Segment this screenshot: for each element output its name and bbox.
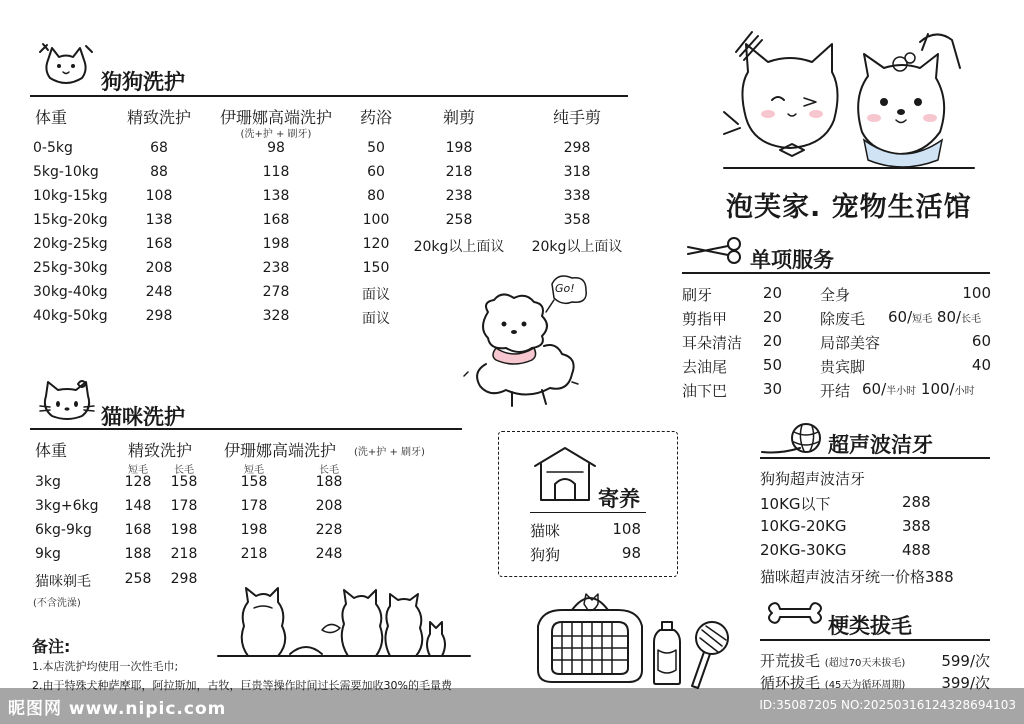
cat-sub-long: 长毛 bbox=[319, 465, 339, 476]
dog-header-basic: 精致洗护 bbox=[126, 108, 192, 127]
dog-price: 80 bbox=[367, 188, 385, 204]
cat-header-weight: 体重 bbox=[35, 441, 68, 460]
cat-weight: 3kg+6kg bbox=[35, 498, 99, 514]
ultrasonic-subtitle: 狗狗超声波洁牙 bbox=[760, 470, 866, 488]
cat-price: 258 bbox=[124, 571, 152, 587]
boarding-dog: 狗狗 bbox=[530, 546, 561, 564]
dog-header-weight: 体重 bbox=[35, 108, 68, 127]
dog-weight: 30kg-40kg bbox=[33, 284, 108, 300]
cat-sub-short: 短毛 bbox=[128, 465, 148, 476]
dog-price: 138 bbox=[145, 212, 173, 228]
service-name: 除废毛 bbox=[820, 310, 866, 328]
dog-price: 218 bbox=[445, 164, 473, 180]
ultrasonic-weight: 10KG-20KG bbox=[760, 517, 847, 535]
dog-price: 298 bbox=[563, 140, 591, 156]
cat-price: 178 bbox=[240, 498, 268, 514]
dog-header-medicated: 药浴 bbox=[359, 108, 393, 127]
ultrasonic-price: 488 bbox=[902, 541, 931, 559]
yarn-ball-icon bbox=[760, 420, 824, 456]
table-row bbox=[0, 498, 470, 522]
service-price: 20 bbox=[762, 332, 782, 350]
cat-weight: 3kg bbox=[35, 474, 61, 490]
dog-price: 328 bbox=[262, 308, 290, 324]
bone-icon bbox=[768, 600, 822, 626]
boarding-rule bbox=[530, 512, 646, 513]
single-service-title: 单项服务 bbox=[750, 248, 834, 272]
note-item: 1.本店洗护均使用一次性毛巾; bbox=[32, 660, 179, 673]
dog-price: 138 bbox=[262, 188, 290, 204]
plucking-row: 循环拔毛 (45天为循环周期) bbox=[760, 674, 906, 692]
cat-sub-long: 长毛 bbox=[174, 465, 194, 476]
ultrasonic-weight: 20KG-30KG bbox=[760, 541, 847, 559]
dog-header-handcut: 纯手剪 bbox=[552, 108, 602, 127]
plucking-row: 开荒拔毛 (超过70天未拔毛) bbox=[760, 652, 906, 670]
service-price-tiers: 60/短毛 80/长毛 bbox=[888, 308, 982, 326]
cat-price: 228 bbox=[315, 522, 343, 538]
dog-weight: 25kg-30kg bbox=[33, 260, 108, 276]
service-name: 去油尾 bbox=[682, 358, 728, 376]
dog-price: 238 bbox=[262, 260, 290, 276]
cat-weight: 6kg-9kg bbox=[35, 522, 92, 538]
dog-price: 面议 bbox=[362, 311, 390, 327]
ultrasonic-price: 288 bbox=[902, 493, 931, 511]
cat-price: 128 bbox=[124, 474, 152, 490]
cat-weight: 猫咪剃毛 bbox=[35, 574, 91, 590]
service-name: 局部美容 bbox=[820, 334, 881, 352]
cat-price: 218 bbox=[170, 546, 198, 562]
watermark-site: 昵图网 www.nipic.com bbox=[8, 699, 227, 719]
boarding-price: 108 bbox=[612, 520, 641, 538]
table-row bbox=[0, 522, 470, 546]
dog-price: 168 bbox=[145, 236, 173, 252]
dog-weight: 40kg-50kg bbox=[33, 308, 108, 324]
dog-header-premium: 伊珊娜高端洗护 bbox=[219, 108, 333, 127]
service-name: 油下巴 bbox=[682, 382, 728, 400]
boarding-cat: 猫咪 bbox=[530, 522, 561, 540]
cat-price: 178 bbox=[170, 498, 198, 514]
service-price: 30 bbox=[762, 380, 782, 398]
cat-sub-short: 短毛 bbox=[244, 465, 264, 476]
ultrasonic-rule bbox=[760, 457, 990, 459]
plucking-rule bbox=[760, 639, 990, 641]
dog-weight: 10kg-15kg bbox=[33, 188, 108, 204]
table-row bbox=[0, 474, 470, 498]
dog-price: 298 bbox=[145, 308, 173, 324]
dog-price: 108 bbox=[145, 188, 173, 204]
dog-header-note: (洗+护 + 刷牙) bbox=[240, 129, 312, 140]
dog-price: 168 bbox=[262, 212, 290, 228]
cat-price: 148 bbox=[124, 498, 152, 514]
cat-header-note: (洗+护 + 刷牙) bbox=[354, 447, 425, 458]
shampoo-bottle-icon bbox=[652, 620, 682, 686]
dog-price: 118 bbox=[262, 164, 290, 180]
cat-price: 158 bbox=[170, 474, 198, 490]
brand-name: 泡芙家. 宠物生活馆 bbox=[726, 192, 972, 223]
ultrasonic-price: 388 bbox=[902, 517, 931, 535]
service-name: 贵宾脚 bbox=[820, 358, 866, 376]
service-name: 全身 bbox=[820, 286, 851, 304]
dog-price: 278 bbox=[262, 284, 290, 300]
cat-price: 198 bbox=[170, 522, 198, 538]
cat-header-premium: 伊珊娜高端洗护 bbox=[224, 441, 337, 460]
dog-price: 100 bbox=[362, 212, 390, 228]
plucking-title: 梗类拔毛 bbox=[828, 614, 912, 638]
dog-price: 60 bbox=[367, 164, 385, 180]
service-price: 100 bbox=[962, 284, 991, 302]
dog-section-title: 狗狗洗护 bbox=[101, 70, 185, 94]
dog-price: 258 bbox=[445, 212, 473, 228]
grooming-brush-icon bbox=[688, 620, 732, 690]
cat-price: 218 bbox=[240, 546, 268, 562]
cat-price: 208 bbox=[315, 498, 343, 514]
ultrasonic-title: 超声波洁牙 bbox=[828, 433, 933, 457]
dog-price: 50 bbox=[367, 140, 385, 156]
cat-price: 188 bbox=[124, 546, 152, 562]
dog-price: 88 bbox=[150, 164, 168, 180]
note-item: 2.由于特殊犬种萨摩耶，阿拉斯加，古牧，巨贵等操作时间过长需要加收30%的毛量费 bbox=[32, 679, 452, 692]
table-row bbox=[0, 546, 470, 570]
cats-back-illustration bbox=[218, 582, 470, 660]
service-price-tiers: 60/半小时 100/小时 bbox=[862, 380, 975, 398]
boarding-price: 98 bbox=[621, 544, 641, 562]
dog-price: 208 bbox=[145, 260, 173, 276]
doghouse-icon bbox=[533, 446, 597, 502]
dog-price-negotiable: 20kg以上面议 bbox=[413, 239, 505, 255]
dog-price: 338 bbox=[563, 188, 591, 204]
service-name: 剪指甲 bbox=[682, 310, 728, 328]
service-name: 开结 bbox=[820, 382, 851, 400]
dog-price: 358 bbox=[563, 212, 591, 228]
cat-price: 248 bbox=[315, 546, 343, 562]
dog-price: 98 bbox=[267, 140, 285, 156]
service-price: 20 bbox=[762, 284, 782, 302]
boarding-title: 寄养 bbox=[598, 487, 640, 511]
cat-shave-note: (不含洗澡) bbox=[33, 598, 81, 609]
dog-price: 150 bbox=[362, 260, 390, 276]
cat-weight: 9kg bbox=[35, 546, 61, 562]
cat-header-basic: 精致洗护 bbox=[128, 441, 193, 460]
dog-weight: 0-5kg bbox=[33, 140, 73, 156]
plucking-price: 399/次 bbox=[941, 674, 990, 692]
cat-price: 198 bbox=[240, 522, 268, 538]
dog-price: 318 bbox=[563, 164, 591, 180]
dog-price-negotiable: 20kg以上面议 bbox=[531, 239, 623, 255]
service-price: 20 bbox=[762, 308, 782, 326]
cat-price: 158 bbox=[240, 474, 268, 490]
service-price: 50 bbox=[762, 356, 782, 374]
service-name: 耳朵清洁 bbox=[682, 334, 743, 352]
watermark-id: ID:35087205 NO:20250316124328694103 bbox=[759, 698, 1016, 712]
cat-price: 188 bbox=[315, 474, 343, 490]
dog-price: 198 bbox=[445, 140, 473, 156]
dog-header-clip: 剃剪 bbox=[442, 108, 476, 127]
dog-weight: 15kg-20kg bbox=[33, 212, 108, 228]
service-name: 刷牙 bbox=[682, 286, 713, 304]
speech-bubble-text: Go! bbox=[555, 282, 575, 295]
service-price: 60 bbox=[971, 332, 991, 350]
ultrasonic-cat-price: 猫咪超声波洁牙统一价格388 bbox=[760, 568, 954, 586]
pet-carrier-illustration bbox=[532, 586, 648, 686]
watermark-bar bbox=[0, 688, 1024, 724]
dog-price: 120 bbox=[362, 236, 390, 252]
dog-price: 238 bbox=[445, 188, 473, 204]
dog-weight: 5kg-10kg bbox=[33, 164, 99, 180]
service-price: 40 bbox=[971, 356, 991, 374]
dog-price: 68 bbox=[150, 140, 168, 156]
ultrasonic-weight: 10KG以下 bbox=[760, 495, 831, 513]
dog-price: 248 bbox=[145, 284, 173, 300]
dog-price: 面议 bbox=[362, 287, 390, 303]
notes-title: 备注: bbox=[32, 637, 71, 656]
dog-price: 198 bbox=[262, 236, 290, 252]
cat-section-title: 猫咪洗护 bbox=[101, 405, 185, 429]
cat-price: 168 bbox=[124, 522, 152, 538]
cat-price: 298 bbox=[170, 571, 198, 587]
dog-weight: 20kg-25kg bbox=[33, 236, 108, 252]
plucking-price: 599/次 bbox=[941, 652, 990, 670]
